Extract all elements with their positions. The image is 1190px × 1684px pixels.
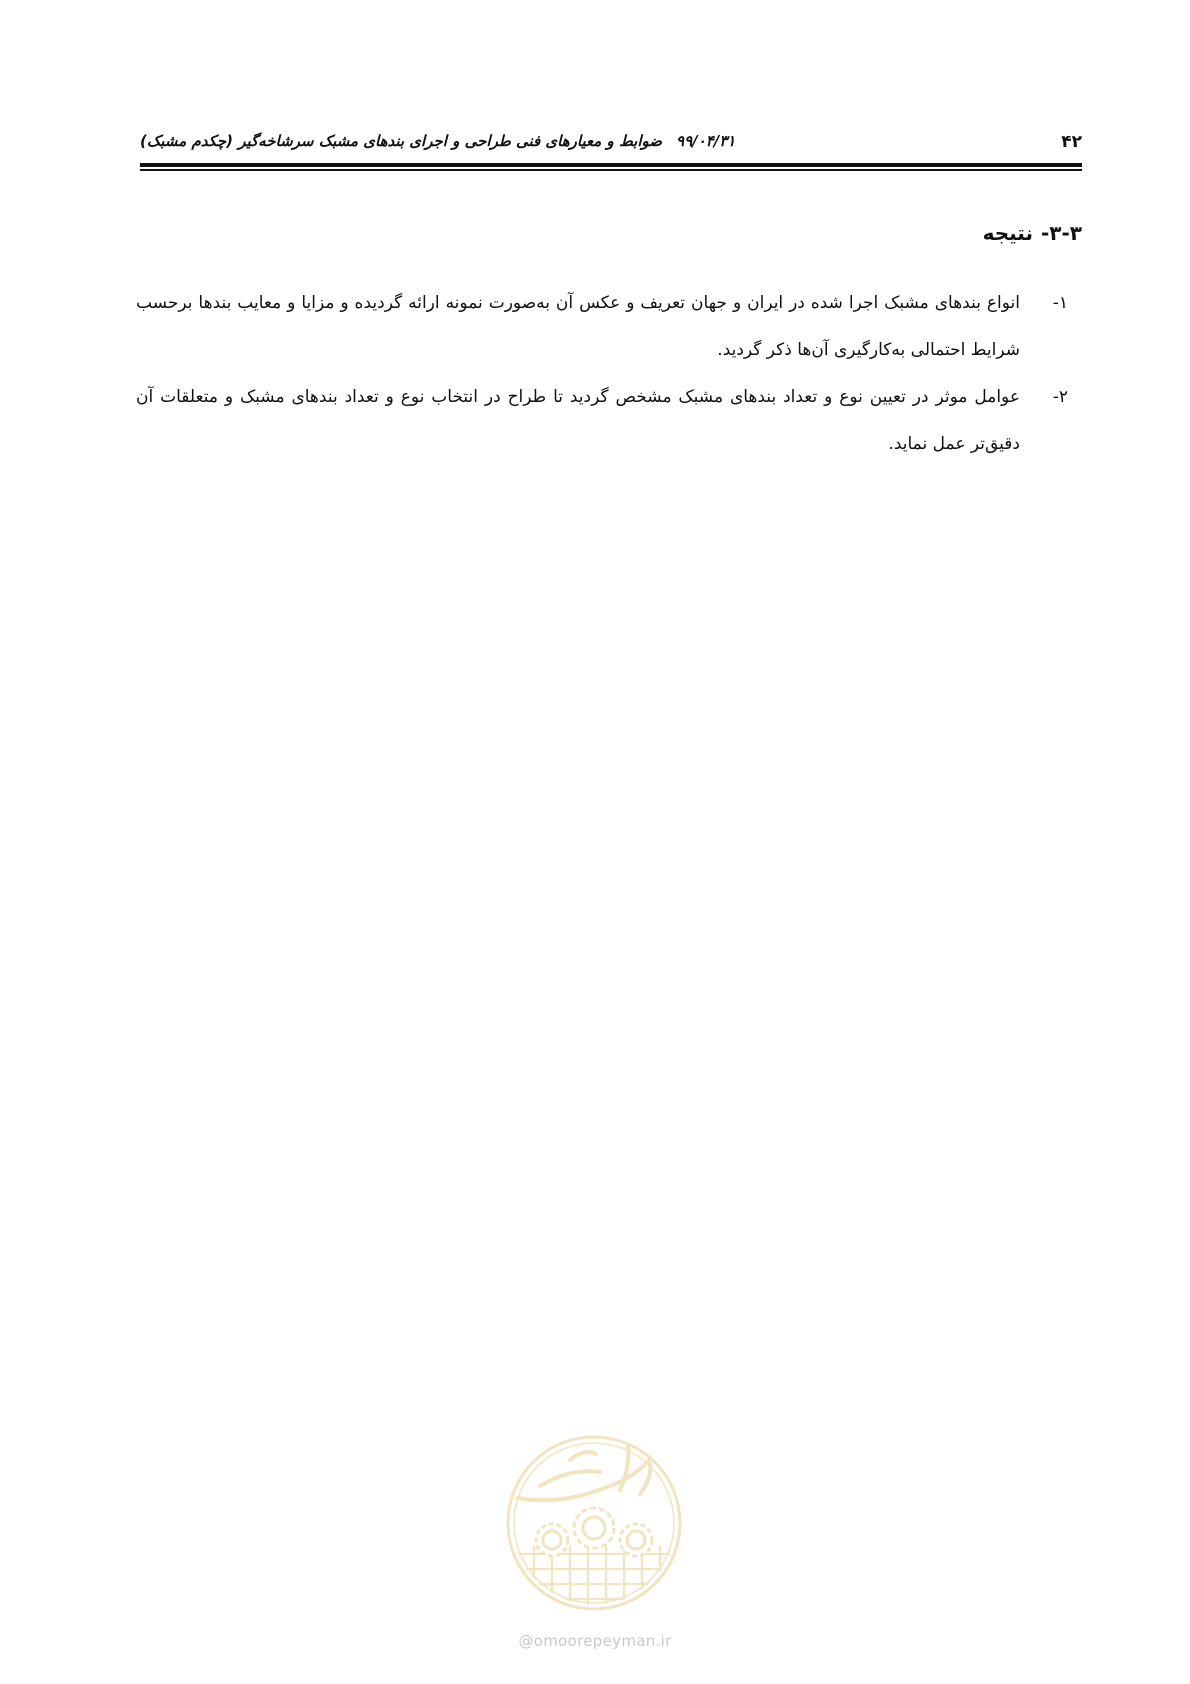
watermark-logo: [500, 1428, 688, 1618]
watermark-calligraphy: [518, 1446, 650, 1500]
list-item: [136, 280, 1082, 374]
watermark-gears: [536, 1508, 652, 1556]
section-number: ۳-۳-: [1040, 221, 1082, 245]
running-title-text: ضوابط و معیارهای فنی طراحی و اجرای بندهای مشبک سرشاخه‌گیر (چکدم مشبک): [140, 132, 663, 150]
list-item-marker: ۲-: [1052, 387, 1068, 407]
list-item-marker: ۱-: [1052, 293, 1068, 313]
page-number: ۴۲: [1061, 132, 1082, 152]
document-code: ۹۹/۰۴/۳۱: [676, 132, 736, 150]
watermark-grid: [500, 1546, 688, 1618]
conclusion-list: [136, 280, 1082, 468]
running-title: [140, 132, 735, 150]
section-title: نتیجه: [982, 221, 1033, 245]
list-item: [136, 374, 1082, 468]
section-heading: [983, 221, 1082, 245]
header-rule-thick: [140, 163, 1082, 167]
list-item-text: انواع بندهای مشبک اجرا شده در ایران و جهان تعریف و عکس آن به‌صورت نمونه ارائه گردیده و مزایا و معایب بندها برحسب شرایط احتمالی به‌کارگیری آن‌ها ذکر گردید.: [136, 293, 1020, 360]
header-rule-thin: [140, 169, 1082, 171]
page-header: [140, 128, 1082, 158]
list-item-text: عوامل موثر در تعیین نوع و تعداد بندهای مشبک مشخص گردید تا طراح در انتخاب نوع و تعداد بندهای مشبک و متعلقات آن دقیق‌تر عمل نماید.: [136, 387, 1020, 454]
watermark-url: @omoorepeyman.ir: [518, 1632, 672, 1650]
